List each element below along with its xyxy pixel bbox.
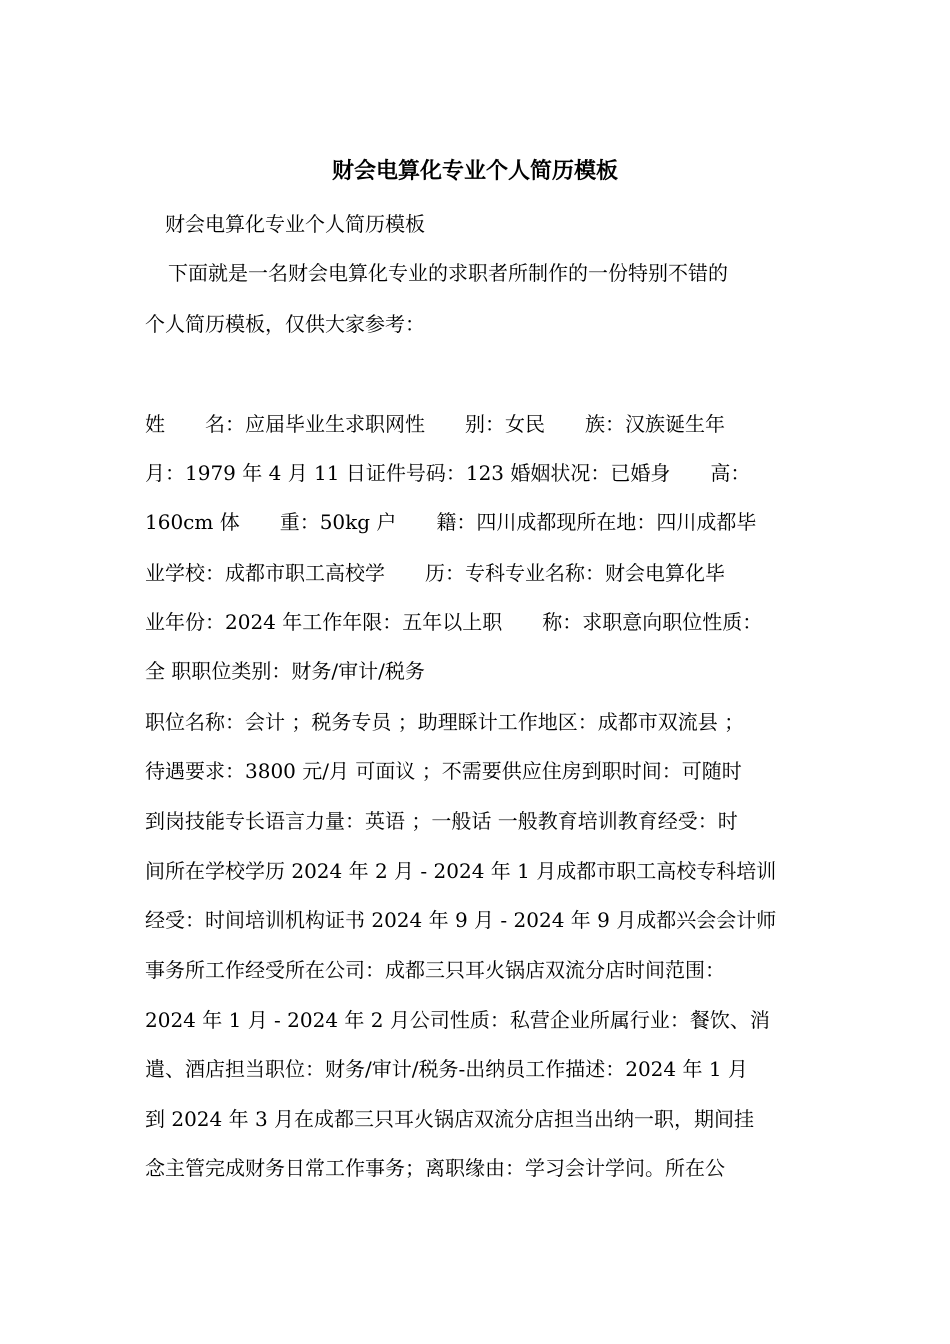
resume-line: 经受：时间培训机构证书 2024 年 9 月 - 2024 年 9 月成都兴会会计师 bbox=[145, 908, 777, 932]
resume-line: 到 2024 年 3 月在成都三只耳火锅店双流分店担当出纳一职，期间挂 bbox=[145, 1107, 755, 1131]
resume-line: 业学校：成都市职工高校学 历：专科专业名称：财会电算化毕 bbox=[145, 561, 725, 585]
resume-line: 2024 年 1 月 - 2024 年 2 月公司性质：私营企业所属行业：餐饮、消 bbox=[145, 1008, 770, 1032]
resume-line: 月：1979 年 4 月 11 日证件号码：123 婚姻状况：已婚身 高： bbox=[145, 461, 751, 485]
resume-line: 业年份：2024 年工作年限：五年以上职 称：求职意向职位性质： bbox=[145, 610, 763, 634]
resume-line: 念主管完成财务日常工作事务；离职缘由：学习会计学问。所在公 bbox=[145, 1156, 725, 1180]
document-title: 财会电算化专业个人简历模板 bbox=[331, 158, 618, 184]
resume-line: 间所在学校学历 2024 年 2 月 - 2024 年 1 月成都市职工高校专科培训 bbox=[145, 859, 777, 883]
resume-line: 全 职职位类别：财务/审计/税务 bbox=[145, 659, 425, 683]
resume-line: 姓 名：应届毕业生求职网性 别：女民 族：汉族诞生年 bbox=[145, 412, 725, 436]
resume-line: 遣、酒店担当职位：财务/审计/税务-出纳员工作描述：2024 年 1 月 bbox=[145, 1057, 748, 1081]
intro-line-1: 下面就是一名财会电算化专业的求职者所制作的一份特别不错的 bbox=[168, 261, 728, 285]
subtitle-line: 财会电算化专业个人简历模板 bbox=[165, 212, 425, 236]
intro-line-2: 个人简历模板，仅供大家参考： bbox=[145, 312, 425, 336]
resume-line: 待遇要求：3800 元/月 可面议 ；不需要供应住房到职时间：可随时 bbox=[145, 759, 742, 783]
resume-line: 到岗技能专长语言力量：英语 ；一般话 一般教育培训教育经受：时 bbox=[145, 809, 738, 833]
resume-line: 职位名称：会计 ；税务专员 ；助理睬计工作地区：成都市双流县 ； bbox=[145, 710, 745, 734]
resume-line: 160cm 体 重：50kg 户 籍：四川成都现所在地：四川成都毕 bbox=[145, 510, 757, 534]
resume-line: 事务所工作经受所在公司：成都三只耳火锅店双流分店时间范围： bbox=[145, 958, 725, 982]
